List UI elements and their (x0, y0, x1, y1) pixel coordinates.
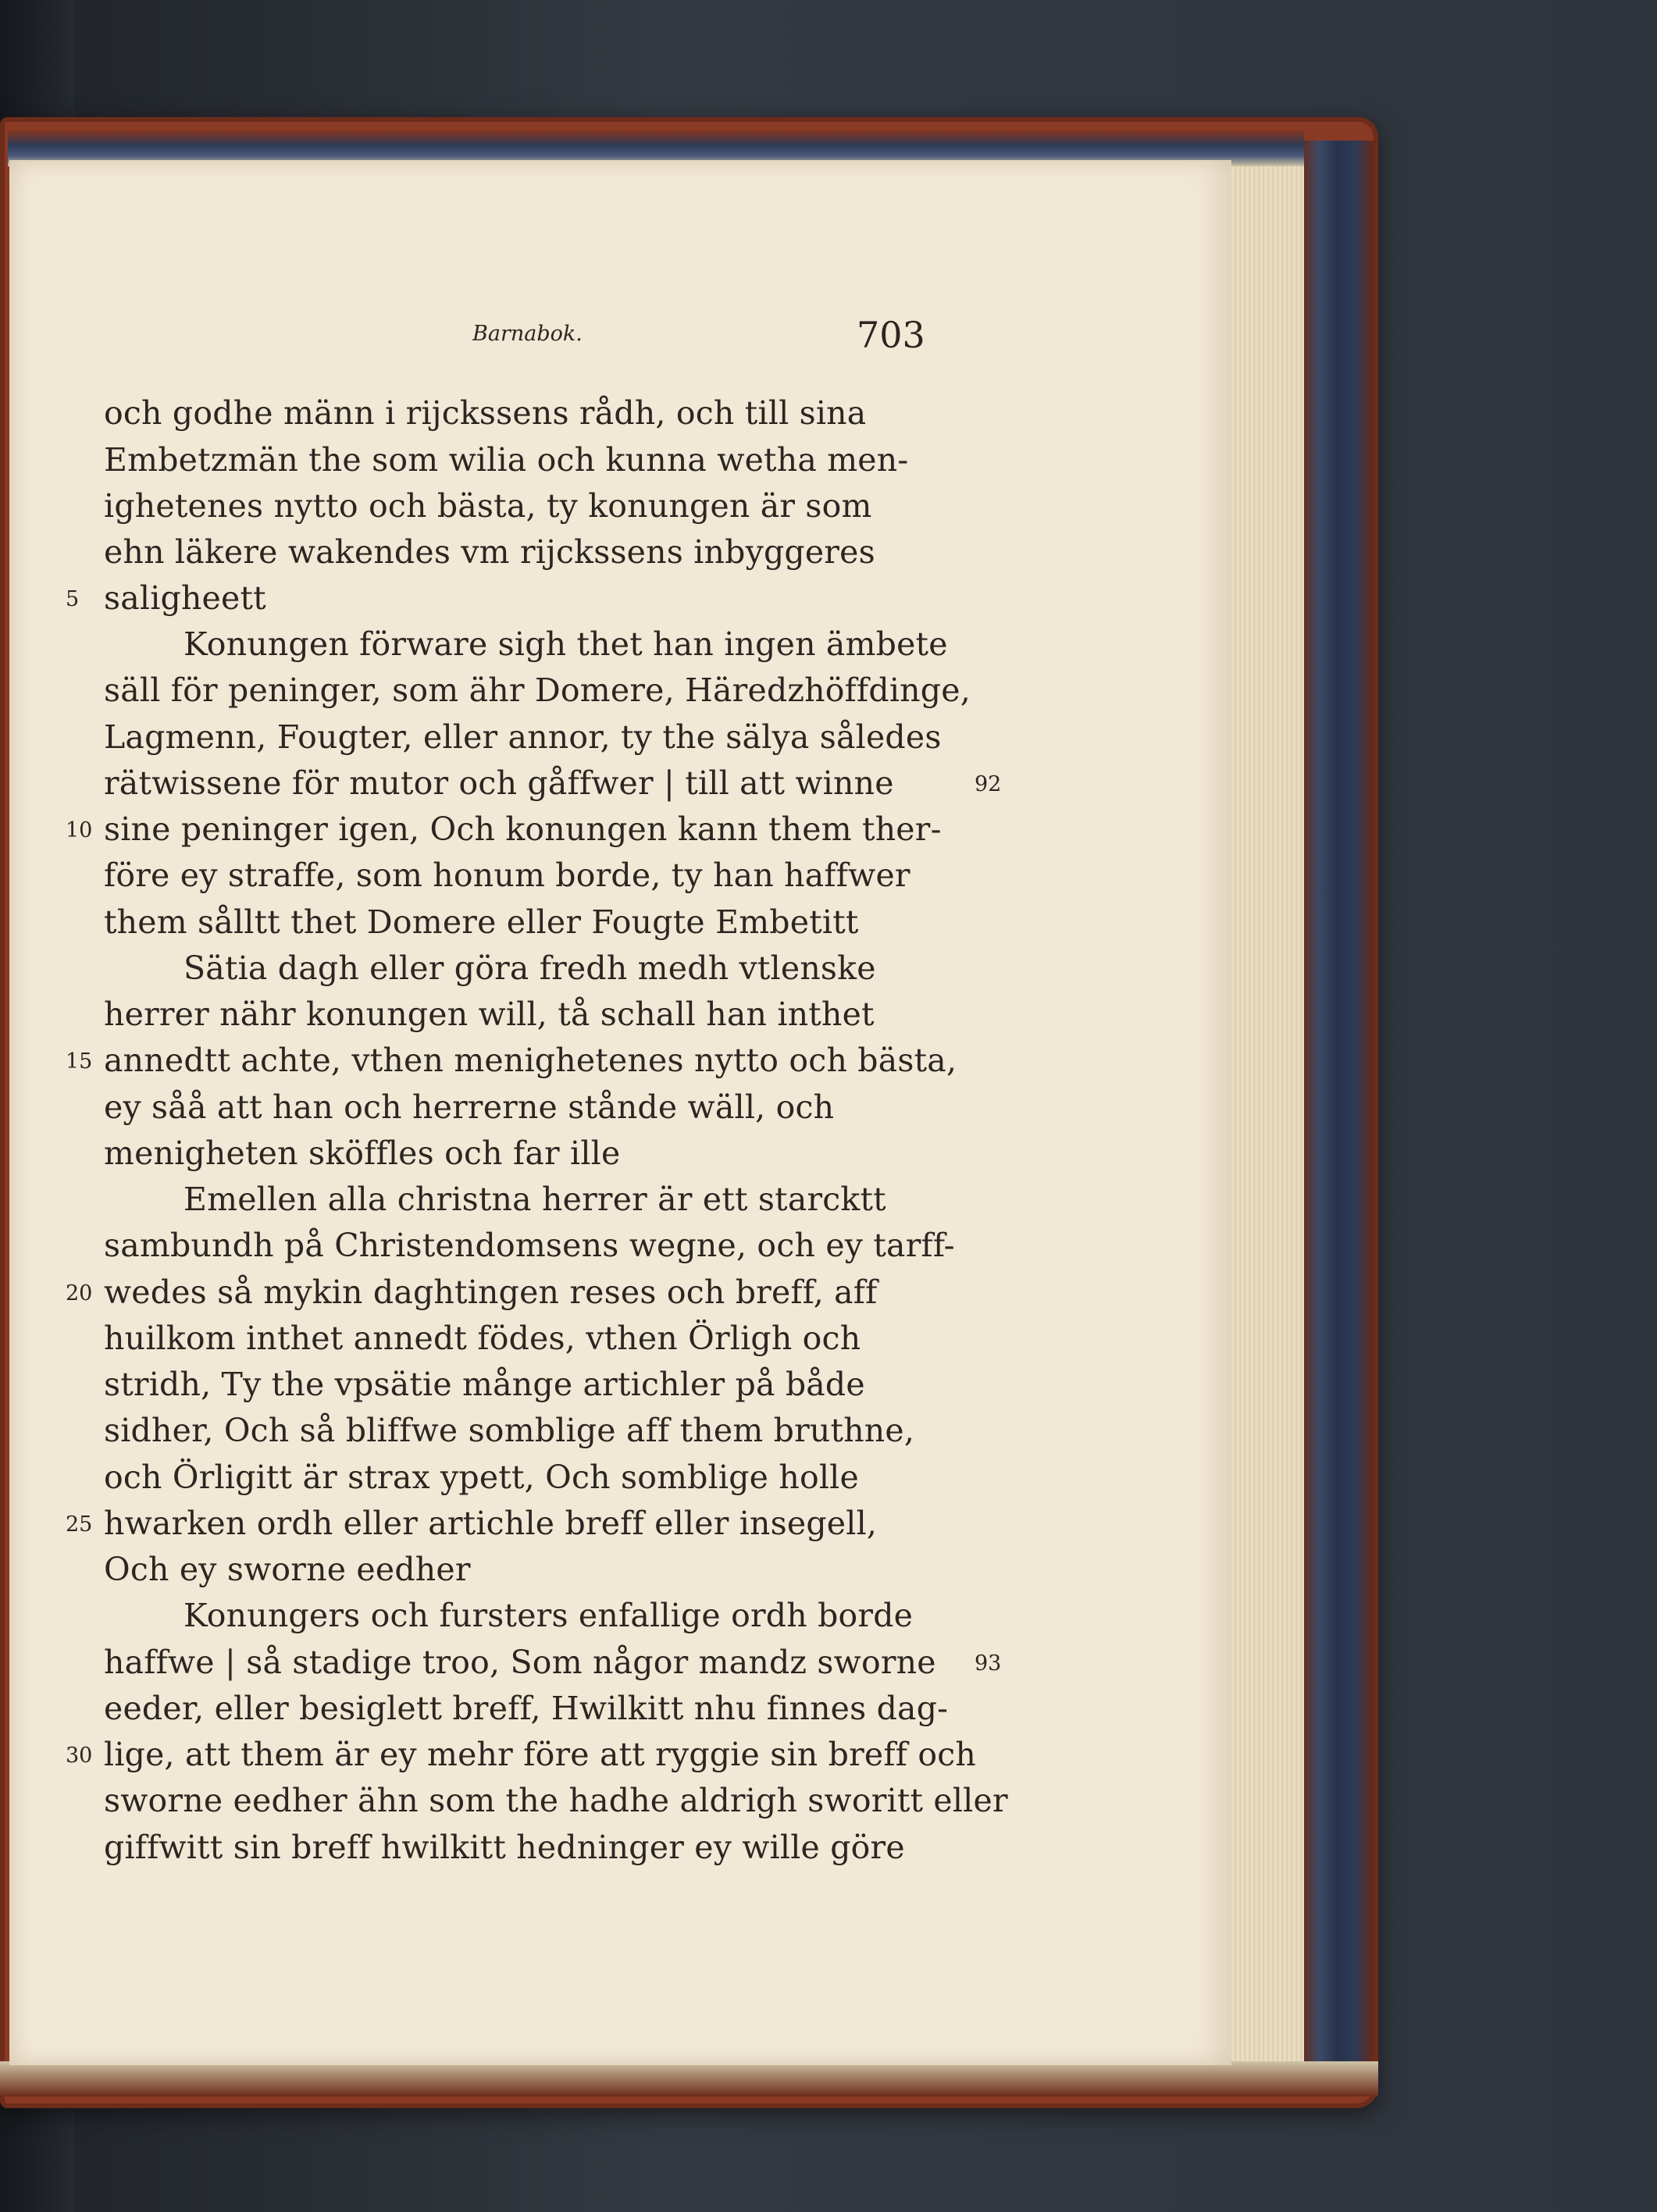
margin-page-reference: 92 (975, 772, 1002, 796)
text-line: rätwissene för mutor och gåffwer | till att winne (104, 764, 894, 802)
text-line: sidher, Och så bliffwe somblige aff them bruthne, (104, 1412, 915, 1449)
text-line: annedtt achte, vthen menighetenes nytto och bästa, (104, 1042, 957, 1079)
running-header: Barnabok. (472, 322, 583, 346)
text-line: hwarken ordh eller artichle breff eller insegell, (104, 1505, 878, 1542)
bottom-binding-band (0, 2061, 1378, 2096)
text-line: giffwitt sin breff hwilkitt hedninger ey wille göre (104, 1829, 905, 1866)
text-line: Sätia dagh eller göra fredh medh vtlenske (184, 949, 876, 987)
text-line: lige, att them är ey mehr före att ryggie sin breff och (104, 1736, 976, 1773)
line-number: 30 (66, 1744, 93, 1768)
text-line: ey såå att han och herrerne stånde wäll, och (104, 1088, 835, 1126)
text-line: Embetzmän the som wilia och kunna wetha men- (104, 441, 909, 479)
text-line: Lagmenn, Fougter, eller annor, ty the sälya således (104, 718, 942, 756)
text-line: säll för peninger, som ähr Domere, Häredzhöffdinge, (104, 671, 971, 709)
text-line: och Örligitt är strax ypett, Och somblige holle (104, 1459, 859, 1496)
text-line: Konungen förware sigh thet han ingen ämbete (184, 625, 948, 663)
text-line: menigheten sköffles och far ille (104, 1134, 621, 1172)
text-line: sambundh på Christendomsens wegne, och ey tarff- (104, 1227, 955, 1264)
text-line: haffwe | så stadige troo, Som någor mandz sworne (104, 1644, 936, 1681)
text-line: sworne eedher ähn som the hadhe aldrigh sworitt eller (104, 1782, 1008, 1819)
line-number: 25 (66, 1512, 93, 1537)
line-number: 20 (66, 1281, 93, 1305)
text-line: stridh, Ty the vpsätie månge artichler på både (104, 1366, 865, 1403)
text-line: herrer nähr konungen will, tå schall han inthet (104, 996, 875, 1033)
text-line: ehn läkere wakendes vm rijckssens inbyggeres (104, 533, 875, 571)
text-line: them sålltt thet Domere eller Fougte Embetitt (104, 903, 859, 941)
text-line: ighetenes nytto och bästa, ty konungen är som (104, 487, 872, 525)
text-line: saligheett (104, 579, 266, 617)
line-number: 5 (66, 587, 80, 611)
text-line: huilkom inthet annedt födes, vthen Örligh och (104, 1320, 861, 1357)
text-line: eeder, eller besiglett breff, Hwilkitt nhu finnes dag- (104, 1690, 949, 1727)
line-number: 15 (66, 1049, 93, 1074)
text-line: sine peninger igen, Och konungen kann them ther- (104, 810, 942, 848)
text-line: Konungers och fursters enfallige ordh borde (184, 1597, 914, 1634)
text-line: wedes så mykin daghtingen reses och breff, aff (104, 1273, 878, 1311)
text-line: Och ey sworne eedher (104, 1551, 471, 1588)
text-line: före ey straffe, som honum borde, ty han haffwer (104, 857, 910, 894)
margin-page-reference: 93 (975, 1651, 1002, 1676)
page-number: 703 (857, 314, 925, 356)
text-line: och godhe männ i rijckssens rådh, och till sina (104, 394, 867, 432)
line-number: 10 (66, 818, 93, 842)
book-fore-edge-binding (1300, 141, 1374, 2077)
text-line: Emellen alla christna herrer är ett starcktt (184, 1181, 886, 1218)
